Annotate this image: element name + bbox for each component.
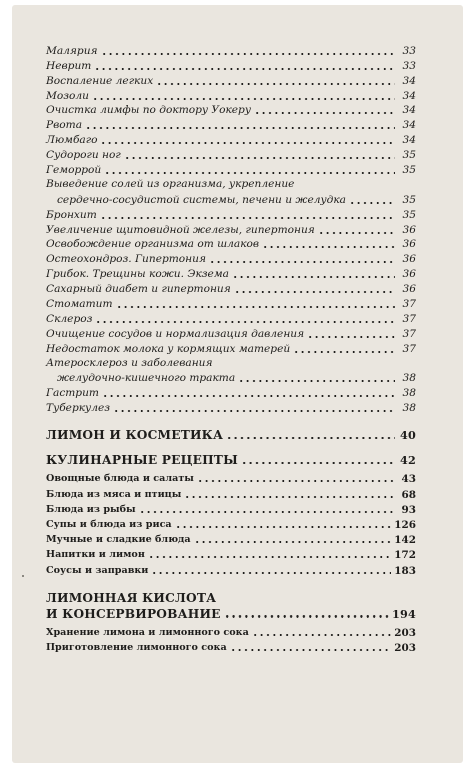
toc-page-number: 126	[394, 519, 416, 532]
toc-page-number: 38	[402, 372, 416, 385]
toc-entry-title: Недостаток молока у кормящих матерей	[46, 342, 291, 355]
toc-entry-title: Напитки и лимон	[46, 549, 145, 561]
toc-entry-title: Грибок. Трещины кожи. Экзема	[46, 268, 229, 281]
dot-leader	[100, 142, 395, 144]
toc-page-number: 34	[402, 74, 416, 87]
toc-page-number: 40	[400, 428, 416, 443]
toc-page-number: 36	[402, 238, 416, 251]
toc-page-number: 142	[394, 534, 416, 547]
toc-subentry-sauces[interactable]	[46, 561, 416, 576]
toc-page-number: 37	[402, 342, 416, 355]
dot-leader	[102, 395, 395, 397]
toc-entry-neuritis[interactable]	[46, 58, 416, 73]
toc-entry-hemorrhoids[interactable]	[46, 162, 416, 177]
toc-subentry-meat[interactable]	[46, 485, 416, 500]
toc-page-number: 34	[402, 89, 416, 102]
toc-subentry-juice-prep[interactable]	[46, 639, 416, 654]
toc-page-number: 34	[402, 134, 416, 147]
toc-page-number: 34	[402, 119, 416, 132]
toc-entry-title: Воспаление легких	[46, 74, 154, 87]
toc-page-number: 34	[402, 104, 416, 117]
dot-leader	[209, 261, 395, 263]
toc-page-number: 38	[402, 402, 416, 415]
dot-leader	[151, 572, 391, 574]
dot-leader	[94, 68, 395, 70]
toc-entry-title-continued: желудочно-кишечного тракта	[57, 372, 236, 385]
dot-leader	[293, 351, 395, 353]
dot-leader	[139, 511, 395, 513]
toc-entry-sclerosis[interactable]	[46, 311, 416, 326]
dot-leader	[252, 634, 392, 636]
toc-entry-milk-deficiency[interactable]	[46, 341, 416, 356]
toc-subentry-soups[interactable]	[46, 516, 416, 531]
toc-entry-title: Бронхит	[46, 208, 97, 221]
toc-subentry-drinks[interactable]	[46, 546, 416, 561]
toc-entry-title: Туберкулез	[46, 402, 110, 415]
toc-entry-atherosclerosis[interactable]	[46, 356, 416, 386]
toc-entry-title: Хранение лимона и лимонного сока	[46, 626, 249, 638]
toc-page-number: 37	[402, 327, 416, 340]
dot-leader	[148, 556, 391, 558]
toc-entry-vessel-cleansing[interactable]	[46, 326, 416, 341]
dot-leader	[254, 112, 395, 114]
dot-leader	[100, 217, 395, 219]
dot-leader	[95, 321, 395, 323]
dot-leader	[262, 246, 395, 248]
dot-leader	[85, 127, 395, 129]
toc-page-number: 203	[394, 641, 416, 654]
toc-entry-malaria[interactable]	[46, 43, 416, 58]
toc-entry-vomiting[interactable]	[46, 117, 416, 132]
dot-leader	[307, 336, 395, 338]
toc-entry-gastritis[interactable]	[46, 385, 416, 400]
toc-entry-title: Овощные блюда и салаты	[46, 473, 194, 485]
toc-page-number: 33	[402, 59, 416, 72]
toc-page-number: 33	[402, 44, 416, 57]
toc-section-cosmetics[interactable]	[46, 428, 416, 442]
toc-entry-title: Выведение солей из организма, укрепление	[46, 178, 295, 191]
toc-entry-fungus[interactable]	[46, 266, 416, 281]
toc-page-number: 183	[394, 564, 416, 577]
toc-entry-title: Геморрой	[46, 164, 102, 177]
dot-leader	[184, 496, 395, 498]
toc-entry-title: Увеличение щитовидной железы, гипертония	[46, 223, 315, 236]
toc-entry-title: Судороги ног	[46, 149, 121, 162]
toc-entry-calluses[interactable]	[46, 88, 416, 103]
toc-entry-lymph-cleansing[interactable]	[46, 103, 416, 118]
toc-entry-title: Атеросклероз и заболевания	[46, 356, 213, 369]
toc-section-title: ЛИМОННАЯ КИСЛОТА	[46, 590, 217, 605]
toc-page-number: 35	[402, 149, 416, 162]
dot-leader	[175, 526, 392, 528]
toc-entry-title: Малярия	[46, 44, 98, 57]
toc-entry-pneumonia[interactable]	[46, 73, 416, 88]
toc-entry-salt-removal[interactable]	[46, 177, 416, 207]
toc-entry-tuberculosis[interactable]	[46, 400, 416, 415]
toc-page-number: 38	[402, 387, 416, 400]
toc-page-number: 36	[402, 223, 416, 236]
dot-leader	[226, 437, 395, 439]
toc-entry-title: Гастрит	[46, 387, 99, 400]
toc-page-number: 35	[402, 208, 416, 221]
toc-entry-title-continued: сердечно-сосудистой системы, печени и желудка	[57, 193, 346, 206]
toc-page-number: 194	[392, 606, 416, 621]
dot-leader	[116, 306, 395, 308]
toc-page-number: 203	[394, 626, 416, 639]
toc-entry-title: Люмбаго	[46, 134, 98, 147]
toc-entry-title: Остеохондроз. Гипертония	[46, 253, 206, 266]
toc-entry-title: Мозоли	[46, 89, 89, 102]
toc-subentry-pastry[interactable]	[46, 531, 416, 546]
toc-section-title-continued: И КОНСЕРВИРОВАНИЕ	[46, 606, 221, 621]
dot-leader	[232, 276, 395, 278]
toc-entry-title: Неврит	[46, 59, 92, 72]
toc-entry-title: Соусы и заправки	[46, 564, 149, 576]
toc-entry-title: Мучные и сладкие блюда	[46, 534, 191, 546]
toc-entry-title: Освобождение организма от шлаков	[46, 238, 260, 251]
toc-page-number: 172	[394, 549, 416, 562]
dot-leader	[197, 480, 395, 482]
toc-entry-detox[interactable]	[46, 237, 416, 252]
toc-entry-title: Рвота	[46, 119, 83, 132]
paper-speck	[22, 575, 24, 577]
toc-page-number: 36	[402, 268, 416, 281]
dot-leader	[318, 232, 395, 234]
dot-leader	[92, 98, 395, 100]
toc-entry-title: Блюда из рыбы	[46, 503, 136, 515]
toc-entry-thyroid[interactable]	[46, 222, 416, 237]
toc-entry-title: Супы и блюда из риса	[46, 519, 172, 531]
toc-entry-title: Сахарный диабет и гипертония	[46, 283, 231, 296]
toc-entry-title: Очищение сосудов и нормализация давления	[46, 327, 305, 340]
toc-entry-diabetes[interactable]	[46, 281, 416, 296]
toc-section-title: КУЛИНАРНЫЕ РЕЦЕПТЫ	[46, 453, 238, 468]
dot-leader	[104, 172, 395, 174]
toc-entry-bronchitis[interactable]	[46, 207, 416, 222]
dot-leader	[101, 53, 395, 55]
toc-page-number: 43	[401, 473, 416, 486]
table-of-contents	[46, 43, 416, 654]
dot-leader	[234, 291, 395, 293]
toc-subentry-storage[interactable]	[46, 624, 416, 639]
dot-leader	[238, 380, 395, 382]
toc-section-citric-acid[interactable]	[46, 591, 416, 621]
toc-entry-title: Склероз	[46, 312, 93, 325]
toc-page-number: 36	[402, 283, 416, 296]
toc-entry-title: Блюда из мяса и птицы	[46, 488, 182, 500]
toc-page-number: 93	[401, 503, 416, 516]
dot-leader	[224, 615, 389, 617]
toc-entry-leg-cramps[interactable]	[46, 147, 416, 162]
toc-page-number: 37	[402, 298, 416, 311]
toc-section-recipes[interactable]	[46, 453, 416, 467]
dot-leader	[230, 649, 392, 651]
toc-entry-title: Приготовление лимонного сока	[46, 641, 227, 653]
dot-leader	[194, 541, 392, 543]
toc-page-number: 36	[402, 253, 416, 266]
toc-subentry-fish[interactable]	[46, 501, 416, 516]
dot-leader	[124, 157, 395, 159]
toc-page-number: 35	[402, 164, 416, 177]
toc-entry-stomatitis[interactable]	[46, 296, 416, 311]
toc-page-number: 37	[402, 312, 416, 325]
toc-page-number: 35	[402, 193, 416, 206]
toc-page-number: 68	[401, 488, 416, 501]
toc-section-title: ЛИМОН И КОСМЕТИКА	[46, 428, 224, 443]
toc-entry-osteochondrosis[interactable]	[46, 251, 416, 266]
toc-entry-title: Стоматит	[46, 298, 113, 311]
toc-page-number: 42	[400, 453, 416, 468]
toc-entry-title: Очистка лимфы по доктору Уокеру	[46, 104, 251, 117]
dot-leader	[156, 83, 395, 85]
dot-leader	[241, 462, 395, 464]
dot-leader	[113, 410, 395, 412]
toc-entry-lumbago[interactable]	[46, 132, 416, 147]
dot-leader	[349, 202, 395, 204]
toc-subentry-vegetables[interactable]	[46, 470, 416, 485]
